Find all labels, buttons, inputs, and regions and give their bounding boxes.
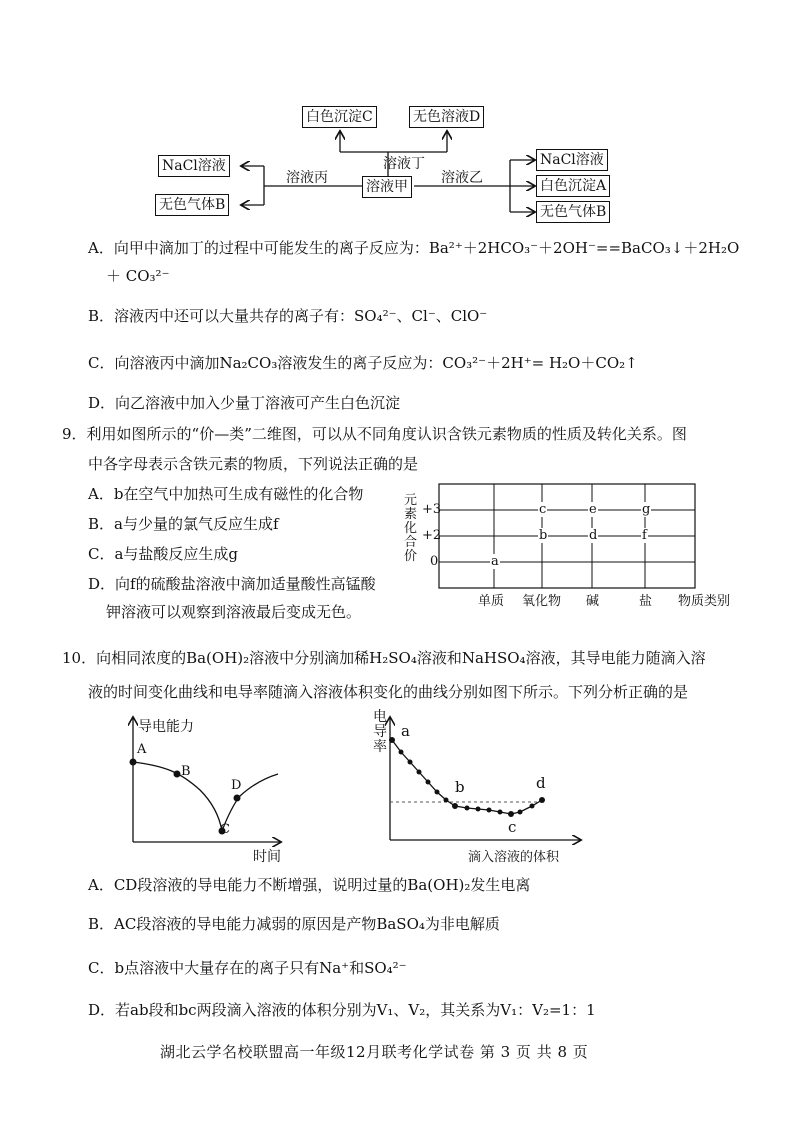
q9-option-a: A．b在空气中加热可生成有磁性的化合物 bbox=[88, 485, 364, 503]
graph1-point-b: B bbox=[181, 764, 191, 779]
graph2-point-a: a bbox=[401, 722, 410, 740]
q10-stem-line1: 10．向相同浓度的Ba(OH)₂溶液中分别滴加稀H₂SO₄溶液和NaHSO₄溶液，其导电能力随滴入溶 bbox=[62, 649, 706, 667]
graph1-y-axis-label: 导电能力 bbox=[138, 719, 194, 735]
flow-box-precipitate-a: 白色沉淀A bbox=[536, 175, 610, 197]
q8-option-a-cont: ＋ CO₃²⁻ bbox=[106, 267, 170, 285]
chart-x-axis-title: 物质类别 bbox=[678, 594, 731, 609]
chart-point-f: f bbox=[642, 528, 647, 543]
graph1-point-a: A bbox=[137, 742, 147, 757]
flow-label-yi: 溶液乙 bbox=[441, 170, 483, 186]
chart-point-g: g bbox=[642, 502, 651, 517]
q8-option-a: A．向甲中滴加丁的过程中可能发生的离子反应为：Ba²⁺＋2HCO₃⁻＋2OH⁻==BaCO₃↓＋2H₂O bbox=[88, 239, 740, 257]
chart-y-axis-label: 元素化合价 bbox=[404, 493, 418, 564]
chart-y-tick-plus2: +2 bbox=[422, 528, 442, 543]
flow-box-gas-b-right: 无色气体B bbox=[536, 201, 610, 223]
flow-box-nacl-right: NaCl溶液 bbox=[536, 149, 608, 171]
graph1-x-axis-label: 时间 bbox=[253, 849, 281, 865]
chart-point-c: c bbox=[539, 502, 547, 517]
q9-option-c: C．a与盐酸反应生成g bbox=[88, 545, 239, 563]
chart-point-d: d bbox=[589, 528, 598, 543]
page-footer: 湖北云学名校联盟高一年级12月联考化学试卷 第 3 页 共 8 页 bbox=[160, 1043, 589, 1061]
chart-y-tick-zero: 0 bbox=[430, 554, 439, 569]
q9-stem-line1: 9．利用如图所示的“价—类”二维图，可以从不同角度认识含铁元素物质的性质及转化关系。图 bbox=[62, 425, 687, 443]
flow-label-ding: 溶液丁 bbox=[383, 156, 425, 172]
chart-point-e: e bbox=[589, 502, 597, 517]
graph2-y-axis-label: 电导率 bbox=[373, 709, 387, 755]
chart-point-a: a bbox=[491, 554, 499, 569]
chart-x-label-oxide: 氧化物 bbox=[522, 594, 562, 609]
q8-option-d: D．向乙溶液中加入少量丁溶液可产生白色沉淀 bbox=[88, 394, 401, 412]
q9-stem-line2: 中各字母表示含铁元素的物质，下列说法正确的是 bbox=[88, 455, 419, 473]
q9-option-b: B．a与少量的氯气反应生成f bbox=[88, 515, 279, 533]
chart-point-b: b bbox=[539, 528, 548, 543]
graph1-point-d: D bbox=[231, 778, 242, 793]
q10-option-d: D．若ab段和bc两段滴入溶液的体积分别为V₁、V₂，其关系为V₁：V₂=1：1 bbox=[88, 1001, 596, 1019]
flow-box-colorless-solution-d: 无色溶液D bbox=[409, 106, 484, 128]
flow-box-white-precipitate-c: 白色沉淀C bbox=[302, 106, 377, 128]
graph1-point-c: C bbox=[220, 822, 230, 837]
flow-box-gas-b-left: 无色气体B bbox=[155, 194, 229, 216]
chart-x-label-base: 碱 bbox=[586, 594, 600, 609]
chart-x-label-elemental: 单质 bbox=[478, 594, 505, 609]
q10-option-a: A．CD段溶液的导电能力不断增强，说明过量的Ba(OH)₂发生电离 bbox=[88, 876, 531, 894]
q8-option-c: C．向溶液丙中滴加Na₂CO₃溶液发生的离子反应为：CO₃²⁻＋2H⁺= H₂O＋CO₂↑ bbox=[88, 354, 638, 372]
q10-stem-line2: 液的时间变化曲线和电导率随滴入溶液体积变化的曲线分别如图下所示。下列分析正确的是 bbox=[88, 683, 689, 701]
chart-x-label-salt: 盐 bbox=[639, 594, 653, 609]
q9-option-d: D．向f的硫酸盐溶液中滴加适量酸性高锰酸 bbox=[88, 575, 376, 593]
graph2-point-d: d bbox=[536, 774, 546, 792]
flow-box-solution-jia: 溶液甲 bbox=[362, 176, 412, 198]
q8-option-b: B．溶液丙中还可以大量共存的离子有：SO₄²⁻、Cl⁻、ClO⁻ bbox=[88, 307, 488, 325]
q10-option-c: C．b点溶液中大量存在的离子只有Na⁺和SO₄²⁻ bbox=[88, 959, 407, 977]
flow-box-nacl-left: NaCl溶液 bbox=[158, 155, 230, 177]
q10-option-b: B．AC段溶液的导电能力减弱的原因是产物BaSO₄为非电解质 bbox=[88, 915, 500, 933]
flow-label-bing: 溶液丙 bbox=[286, 170, 328, 186]
q9-option-d-cont: 钾溶液可以观察到溶液最后变成无色。 bbox=[106, 603, 362, 621]
graph2-point-b: b bbox=[455, 778, 465, 796]
graph2-x-axis-label: 滴入溶液的体积 bbox=[468, 850, 560, 865]
graph2-point-c: c bbox=[508, 818, 517, 836]
chart-y-tick-plus3: +3 bbox=[422, 502, 442, 517]
